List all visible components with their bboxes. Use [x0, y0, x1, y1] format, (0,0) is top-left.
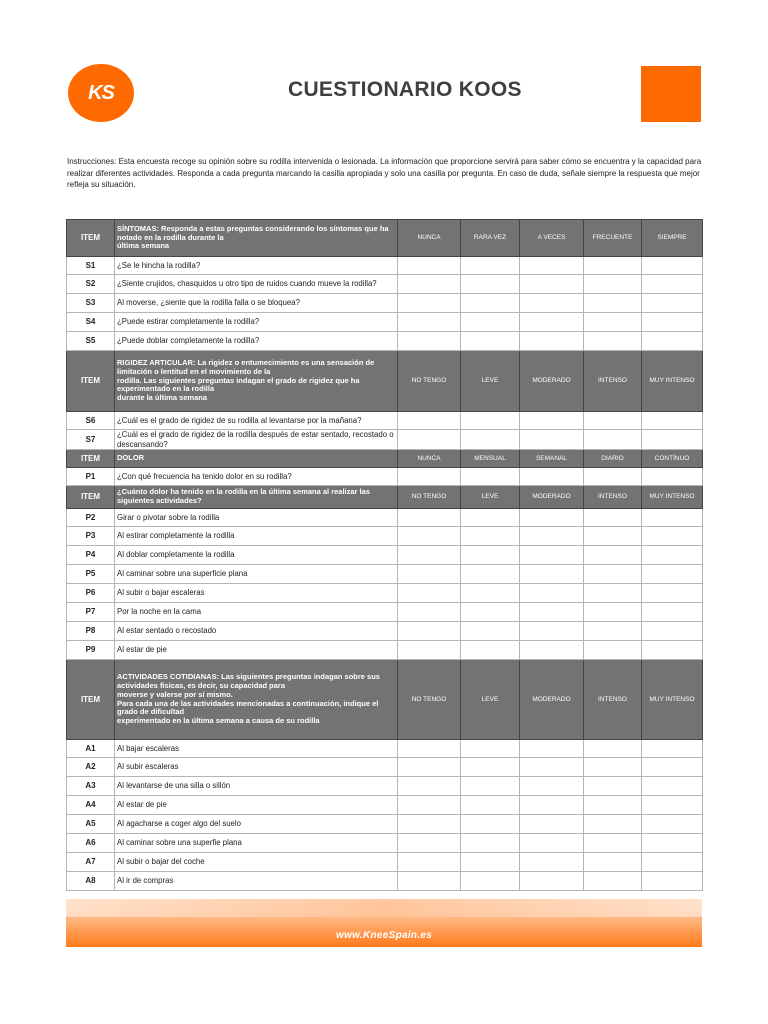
section-header-row	[67, 351, 703, 412]
answer-checkbox-cell[interactable]	[642, 257, 703, 275]
question-row	[67, 603, 703, 622]
answer-checkbox-cell[interactable]	[461, 257, 520, 275]
answer-checkbox-cell[interactable]	[461, 546, 520, 565]
answer-checkbox-cell[interactable]	[642, 796, 703, 815]
answer-checkbox-cell[interactable]	[398, 294, 461, 313]
answer-checkbox-cell[interactable]	[398, 815, 461, 834]
answer-checkbox-cell[interactable]	[461, 468, 520, 486]
question-row	[67, 509, 703, 527]
answer-checkbox-cell[interactable]	[584, 796, 642, 815]
answer-checkbox-cell[interactable]	[520, 275, 584, 294]
option-column-header: CONTÍNUO	[642, 450, 703, 468]
footer-url: www.KneeSpain.es	[336, 930, 433, 941]
option-column-header: INTENSO	[584, 486, 642, 509]
question-row	[67, 275, 703, 294]
answer-checkbox-cell[interactable]	[398, 313, 461, 332]
question-row	[67, 777, 703, 796]
answer-checkbox-cell[interactable]	[584, 872, 642, 891]
option-column-header: INTENSO	[584, 660, 642, 740]
footer-stripe	[66, 899, 702, 917]
answer-checkbox-cell[interactable]	[520, 565, 584, 584]
answer-checkbox-cell[interactable]	[584, 565, 642, 584]
answer-checkbox-cell[interactable]	[461, 815, 520, 834]
option-column-header: MUY INTENSO	[642, 660, 703, 740]
item-code: A3	[67, 777, 115, 796]
question-row	[67, 257, 703, 275]
answer-checkbox-cell[interactable]	[584, 622, 642, 641]
answer-checkbox-cell[interactable]	[642, 872, 703, 891]
question-text: ¿Cuál es el grado de rigidez de su rodilla al levantarse por la mañana?	[115, 412, 398, 430]
question-row	[67, 740, 703, 758]
answer-checkbox-cell[interactable]	[398, 332, 461, 351]
orange-block	[641, 66, 701, 122]
question-text: Al moverse, ¿siente que la rodilla falla o se bloquea?	[115, 294, 398, 313]
question-row	[67, 622, 703, 641]
answer-checkbox-cell[interactable]	[461, 430, 520, 450]
question-text: Al estar sentado o recostado	[115, 622, 398, 641]
item-code: A7	[67, 853, 115, 872]
item-code: S1	[67, 257, 115, 275]
question-row	[67, 815, 703, 834]
answer-checkbox-cell[interactable]	[398, 603, 461, 622]
page-title: CUESTIONARIO KOOS	[288, 78, 522, 101]
answer-checkbox-cell[interactable]	[584, 834, 642, 853]
item-code: P1	[67, 468, 115, 486]
item-code: P5	[67, 565, 115, 584]
option-column-header: NO TENGO	[398, 660, 461, 740]
item-code: S2	[67, 275, 115, 294]
question-text: Al bajar escaleras	[115, 740, 398, 758]
answer-checkbox-cell[interactable]	[461, 641, 520, 660]
answer-checkbox-cell[interactable]	[642, 430, 703, 450]
answer-checkbox-cell[interactable]	[520, 740, 584, 758]
question-row	[67, 546, 703, 565]
section-title: RIGIDEZ ARTICULAR: La rigidez o entumecimiento es una sensación de limitación o lentitud en el movimiento de la rodilla. Las siguientes preguntas indagan el grado de rigidez que ha experimentado en la rodilla durante la última semana	[115, 351, 398, 412]
answer-checkbox-cell[interactable]	[461, 834, 520, 853]
question-text: Al estar de pie	[115, 796, 398, 815]
answer-checkbox-cell[interactable]	[398, 412, 461, 430]
question-row	[67, 468, 703, 486]
answer-checkbox-cell[interactable]	[398, 275, 461, 294]
answer-checkbox-cell[interactable]	[398, 509, 461, 527]
item-code: S4	[67, 313, 115, 332]
answer-checkbox-cell[interactable]	[461, 622, 520, 641]
question-row	[67, 872, 703, 891]
answer-checkbox-cell[interactable]	[520, 294, 584, 313]
instructions-text: Instrucciones: Esta encuesta recoge su opinión sobre su rodilla intervenida o lesionada. La información que proporcione servirá para saber cómo se encuentra y la capacidad para realizar diferentes actividades. Responda a cada pregunta marcando la casilla apropiada y solo una casilla por pregunta. En caso de duda, señale siempre la respuesta que mejor refleja su situación.	[67, 157, 702, 189]
answer-checkbox-cell[interactable]	[584, 641, 642, 660]
answer-checkbox-cell[interactable]	[398, 546, 461, 565]
footer-banner	[66, 899, 702, 947]
question-row	[67, 584, 703, 603]
answer-checkbox-cell[interactable]	[520, 584, 584, 603]
item-code: P8	[67, 622, 115, 641]
item-code: A2	[67, 758, 115, 777]
question-text: Por la noche en la cama	[115, 603, 398, 622]
answer-checkbox-cell[interactable]	[520, 546, 584, 565]
answer-checkbox-cell[interactable]	[584, 332, 642, 351]
answer-checkbox-cell[interactable]	[642, 853, 703, 872]
answer-checkbox-cell[interactable]	[520, 313, 584, 332]
answer-checkbox-cell[interactable]	[584, 294, 642, 313]
answer-checkbox-cell[interactable]	[461, 853, 520, 872]
answer-checkbox-cell[interactable]	[642, 584, 703, 603]
question-text: Al subir o bajar escaleras	[115, 584, 398, 603]
answer-checkbox-cell[interactable]	[584, 412, 642, 430]
answer-checkbox-cell[interactable]	[642, 527, 703, 546]
option-column-header: MENSUAL	[461, 450, 520, 468]
question-text: Al doblar completamente la rodilla	[115, 546, 398, 565]
option-column-header: SIEMPRE	[642, 220, 703, 257]
item-code: P7	[67, 603, 115, 622]
answer-checkbox-cell[interactable]	[584, 853, 642, 872]
answer-checkbox-cell[interactable]	[398, 796, 461, 815]
answer-checkbox-cell[interactable]	[520, 412, 584, 430]
answer-checkbox-cell[interactable]	[584, 313, 642, 332]
question-text: ¿Puede doblar completamente la rodilla?	[115, 332, 398, 351]
question-text: ¿Con qué frecuencia ha tenido dolor en su rodilla?	[115, 468, 398, 486]
answer-checkbox-cell[interactable]	[398, 257, 461, 275]
item-code: P9	[67, 641, 115, 660]
question-row	[67, 641, 703, 660]
answer-checkbox-cell[interactable]	[642, 777, 703, 796]
answer-checkbox-cell[interactable]	[584, 468, 642, 486]
section-header-row	[67, 486, 703, 509]
item-code: S3	[67, 294, 115, 313]
option-column-header: DIARIO	[584, 450, 642, 468]
item-column-header: ITEM	[67, 220, 115, 257]
answer-checkbox-cell[interactable]	[398, 468, 461, 486]
answer-checkbox-cell[interactable]	[398, 834, 461, 853]
answer-checkbox-cell[interactable]	[584, 815, 642, 834]
answer-checkbox-cell[interactable]	[520, 853, 584, 872]
option-column-header: MODERADO	[520, 351, 584, 412]
answer-checkbox-cell[interactable]	[520, 641, 584, 660]
answer-checkbox-cell[interactable]	[642, 294, 703, 313]
answer-checkbox-cell[interactable]	[642, 468, 703, 486]
answer-checkbox-cell[interactable]	[461, 275, 520, 294]
answer-checkbox-cell[interactable]	[642, 815, 703, 834]
answer-checkbox-cell[interactable]	[642, 740, 703, 758]
answer-checkbox-cell[interactable]	[642, 834, 703, 853]
answer-checkbox-cell[interactable]	[584, 509, 642, 527]
answer-checkbox-cell[interactable]	[584, 584, 642, 603]
answer-checkbox-cell[interactable]	[584, 758, 642, 777]
answer-checkbox-cell[interactable]	[642, 509, 703, 527]
answer-checkbox-cell[interactable]	[642, 332, 703, 351]
answer-checkbox-cell[interactable]	[520, 603, 584, 622]
item-column-header: ITEM	[67, 486, 115, 509]
item-code: S6	[67, 412, 115, 430]
question-row	[67, 796, 703, 815]
answer-checkbox-cell[interactable]	[520, 777, 584, 796]
answer-checkbox-cell[interactable]	[461, 584, 520, 603]
answer-checkbox-cell[interactable]	[398, 853, 461, 872]
option-column-header: MUY INTENSO	[642, 351, 703, 412]
question-text: Al caminar sobre una superficie plana	[115, 565, 398, 584]
answer-checkbox-cell[interactable]	[642, 313, 703, 332]
item-code: A6	[67, 834, 115, 853]
answer-checkbox-cell[interactable]	[461, 740, 520, 758]
answer-checkbox-cell[interactable]	[520, 430, 584, 450]
option-column-header: MODERADO	[520, 660, 584, 740]
option-column-header: NUNCA	[398, 450, 461, 468]
answer-checkbox-cell[interactable]	[398, 430, 461, 450]
item-code: P6	[67, 584, 115, 603]
question-row	[67, 332, 703, 351]
answer-checkbox-cell[interactable]	[398, 872, 461, 891]
question-row	[67, 430, 703, 450]
answer-checkbox-cell[interactable]	[461, 313, 520, 332]
answer-checkbox-cell[interactable]	[642, 622, 703, 641]
section-title: ACTIVIDADES COTIDIANAS: Las siguientes preguntas indagan sobre sus actividades físicas, es decir, su capacidad para moverse y valerse por sí mismo. Para cada una de las actividades mencionadas a continuación, indique el grado de dificultad experimentado en la última semana a causa de su rodilla	[115, 660, 398, 740]
answer-checkbox-cell[interactable]	[461, 527, 520, 546]
question-text: Al agacharse a coger algo del suelo	[115, 815, 398, 834]
answer-checkbox-cell[interactable]	[520, 527, 584, 546]
question-text: ¿Se le hincha la rodilla?	[115, 257, 398, 275]
answer-checkbox-cell[interactable]	[584, 546, 642, 565]
option-column-header: LEVE	[461, 351, 520, 412]
answer-checkbox-cell[interactable]	[398, 565, 461, 584]
option-column-header: A VECES	[520, 220, 584, 257]
section-header-row	[67, 220, 703, 257]
question-text: ¿Puede estirar completamente la rodilla?	[115, 313, 398, 332]
answer-checkbox-cell[interactable]	[461, 796, 520, 815]
answer-checkbox-cell[interactable]	[398, 527, 461, 546]
item-column-header: ITEM	[67, 450, 115, 468]
question-row	[67, 565, 703, 584]
item-code: S5	[67, 332, 115, 351]
item-code: P3	[67, 527, 115, 546]
item-code: S7	[67, 430, 115, 450]
item-code: A5	[67, 815, 115, 834]
answer-checkbox-cell[interactable]	[520, 509, 584, 527]
ks-logo	[68, 64, 134, 122]
answer-checkbox-cell[interactable]	[398, 740, 461, 758]
answer-checkbox-cell[interactable]	[584, 275, 642, 294]
option-column-header: NUNCA	[398, 220, 461, 257]
answer-checkbox-cell[interactable]	[520, 815, 584, 834]
answer-checkbox-cell[interactable]	[520, 332, 584, 351]
answer-checkbox-cell[interactable]	[642, 641, 703, 660]
answer-checkbox-cell[interactable]	[520, 834, 584, 853]
item-code: A1	[67, 740, 115, 758]
answer-checkbox-cell[interactable]	[642, 275, 703, 294]
answer-checkbox-cell[interactable]	[461, 332, 520, 351]
option-column-header: LEVE	[461, 486, 520, 509]
answer-checkbox-cell[interactable]	[642, 565, 703, 584]
question-text: ¿Cuál es el grado de rigidez de la rodilla después de estar sentado, recostado o descansando?	[115, 430, 398, 450]
question-row	[67, 853, 703, 872]
question-text: Girar o pivotar sobre la rodilla	[115, 509, 398, 527]
section-header-row	[67, 660, 703, 740]
option-column-header: INTENSO	[584, 351, 642, 412]
answer-checkbox-cell[interactable]	[584, 740, 642, 758]
item-code: P2	[67, 509, 115, 527]
question-row	[67, 294, 703, 313]
question-text: Al levantarse de una silla o sillón	[115, 777, 398, 796]
option-column-header: RARA VEZ	[461, 220, 520, 257]
question-row	[67, 527, 703, 546]
question-row	[67, 758, 703, 777]
item-column-header: ITEM	[67, 660, 115, 740]
section-title: ¿Cuánto dolor ha tenido en la rodilla en la última semana al realizar las siguientes actividades?	[115, 486, 398, 509]
answer-checkbox-cell[interactable]	[398, 777, 461, 796]
option-column-header: MUY INTENSO	[642, 486, 703, 509]
item-code: P4	[67, 546, 115, 565]
answer-checkbox-cell[interactable]	[398, 622, 461, 641]
item-code: A4	[67, 796, 115, 815]
question-row	[67, 313, 703, 332]
answer-checkbox-cell[interactable]	[584, 603, 642, 622]
answer-checkbox-cell[interactable]	[642, 603, 703, 622]
question-text: Al caminar sobre una superfie plana	[115, 834, 398, 853]
answer-checkbox-cell[interactable]	[520, 257, 584, 275]
answer-checkbox-cell[interactable]	[642, 546, 703, 565]
answer-checkbox-cell[interactable]	[520, 872, 584, 891]
answer-checkbox-cell[interactable]	[520, 622, 584, 641]
answer-checkbox-cell[interactable]	[520, 796, 584, 815]
answer-checkbox-cell[interactable]	[584, 430, 642, 450]
answer-checkbox-cell[interactable]	[398, 641, 461, 660]
option-column-header: NO TENGO	[398, 486, 461, 509]
answer-checkbox-cell[interactable]	[642, 758, 703, 777]
item-code: A8	[67, 872, 115, 891]
question-text: Al estar de pie	[115, 641, 398, 660]
question-row	[67, 412, 703, 430]
answer-checkbox-cell[interactable]	[520, 468, 584, 486]
question-text: Al subir escaleras	[115, 758, 398, 777]
question-text: Al ir de compras	[115, 872, 398, 891]
question-text: ¿Siente crujidos, chasquidos u otro tipo de ruidos cuando mueve la rodilla?	[115, 275, 398, 294]
answer-checkbox-cell[interactable]	[398, 584, 461, 603]
section-header-row	[67, 450, 703, 468]
option-column-header: LEVE	[461, 660, 520, 740]
answer-checkbox-cell[interactable]	[520, 758, 584, 777]
question-text: Al subir o bajar del coche	[115, 853, 398, 872]
answer-checkbox-cell[interactable]	[398, 758, 461, 777]
answer-checkbox-cell[interactable]	[584, 257, 642, 275]
option-column-header: MODERADO	[520, 486, 584, 509]
answer-checkbox-cell[interactable]	[461, 565, 520, 584]
answer-checkbox-cell[interactable]	[642, 412, 703, 430]
section-title: DOLOR	[115, 450, 398, 468]
logo-text: KS	[88, 81, 114, 104]
question-row	[67, 834, 703, 853]
answer-checkbox-cell[interactable]	[584, 777, 642, 796]
answer-checkbox-cell[interactable]	[461, 603, 520, 622]
option-column-header: FRECUENTE	[584, 220, 642, 257]
option-column-header: NO TENGO	[398, 351, 461, 412]
answer-checkbox-cell[interactable]	[461, 412, 520, 430]
answer-checkbox-cell[interactable]	[461, 758, 520, 777]
section-title: SÍNTOMAS: Responda a estas preguntas considerando los síntomas que ha notado en la rodilla durante la última semana	[115, 220, 398, 257]
item-column-header: ITEM	[67, 351, 115, 412]
answer-checkbox-cell[interactable]	[461, 509, 520, 527]
answer-checkbox-cell[interactable]	[584, 527, 642, 546]
koos-questionnaire-table	[66, 219, 703, 891]
answer-checkbox-cell[interactable]	[461, 777, 520, 796]
option-column-header: SEMANAL	[520, 450, 584, 468]
answer-checkbox-cell[interactable]	[461, 294, 520, 313]
answer-checkbox-cell[interactable]	[461, 872, 520, 891]
question-text: Al estirar completamente la rodilla	[115, 527, 398, 546]
